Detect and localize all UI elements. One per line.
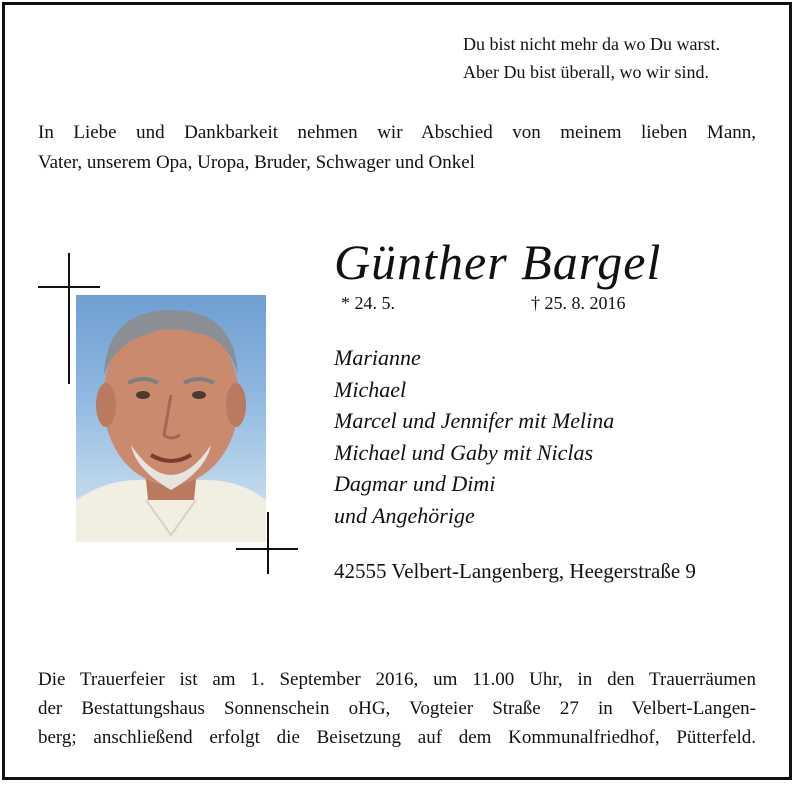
motto-line-2: Aber Du bist überall, wo wir sind. <box>463 62 709 82</box>
intro-line-1: In Liebe und Dankbarkeit nehmen wir Abschied von meinem lieben Mann, <box>38 122 756 143</box>
mourner-item: Marcel und Jennifer mit Melina <box>334 408 615 433</box>
portrait-photo <box>76 295 266 542</box>
birth-date: * 24. 5. <box>341 293 395 313</box>
mourner-item: Marianne <box>334 345 421 370</box>
mourners-list <box>334 342 614 531</box>
funeral-line-3: berg; anschließend erfolgt die Beisetzung auf dem Kommunalfriedhof, Pütterfeld. <box>38 727 756 748</box>
motto-line-1: Du bist nicht mehr da wo Du warst. <box>463 34 720 54</box>
family-address: 42555 Velbert-Langenberg, Heegerstraße 9 <box>334 559 696 583</box>
intro-line-2: Vater, unserem Opa, Uropa, Bruder, Schwager und Onkel <box>38 152 475 173</box>
deceased-name: Günther Bargel <box>334 234 662 290</box>
motto <box>463 30 720 86</box>
funeral-line-1: Die Trauerfeier ist am 1. September 2016, um 11.00 Uhr, in den Trauerräumen <box>38 669 756 690</box>
mourner-item: und Angehörige <box>334 502 475 528</box>
intro-text <box>38 118 756 178</box>
death-date: † 25. 8. 2016 <box>531 293 626 313</box>
mourner-item: Michael und Gaby mit Niclas <box>334 439 594 465</box>
mourner-item: Dagmar und Dimi <box>334 471 496 496</box>
funeral-details <box>38 665 756 752</box>
funeral-line-2: der Bestattungshaus Sonnenschein oHG, Vogteier Straße 27 in Velbert-Langen- <box>38 698 756 719</box>
mourner-item: Michael <box>334 376 407 402</box>
